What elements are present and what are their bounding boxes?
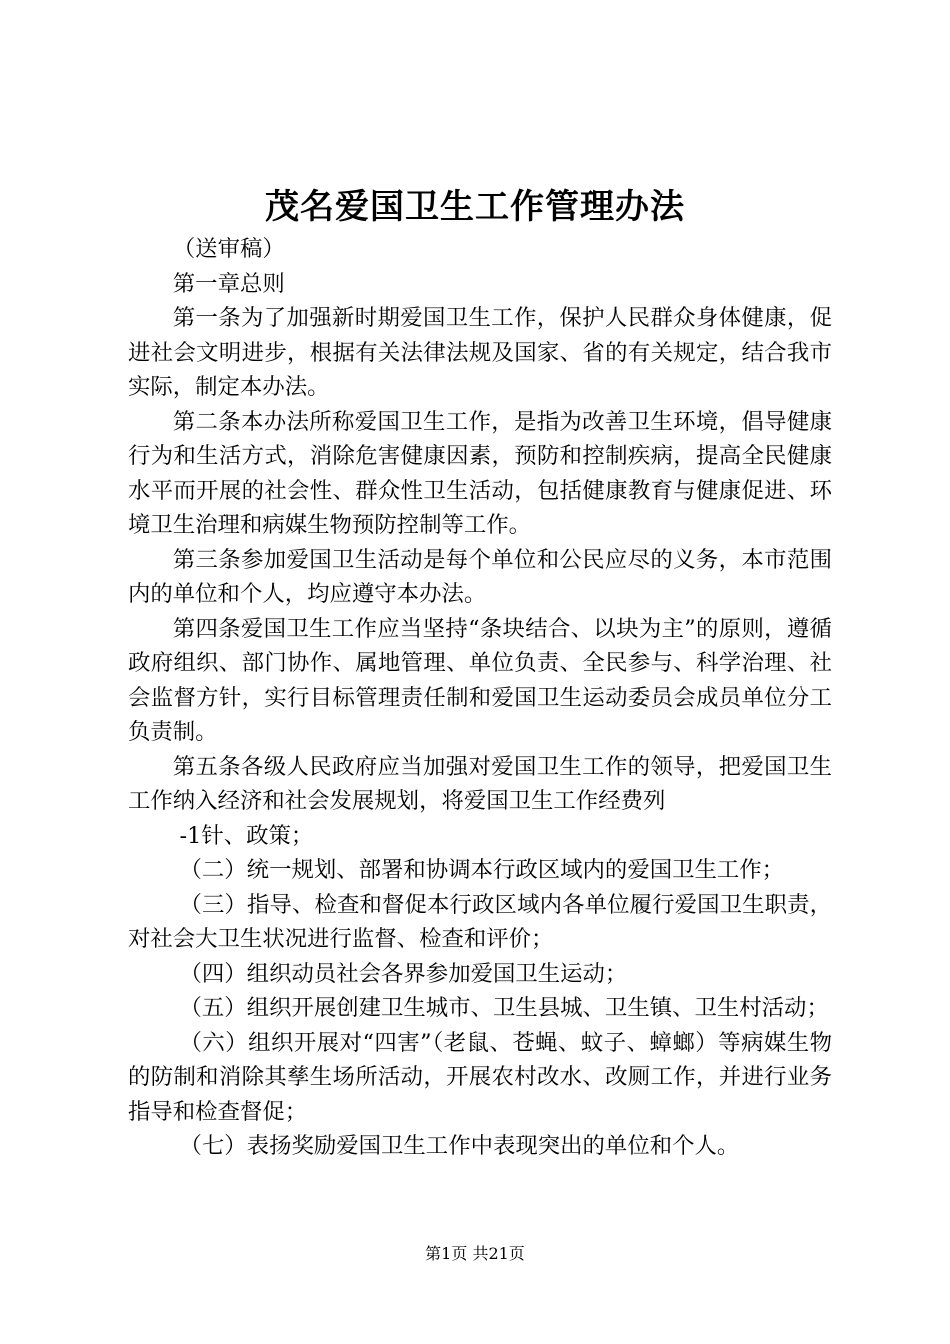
list-item-4: （四）组织动员社会各界参加爱国卫生运动； — [179, 960, 628, 987]
document-title: 茂名爱国卫生工作管理办法 — [265, 187, 685, 227]
article-4: 第四条爱国卫生工作应当坚持“条块结合、以块为主”的原则，遵循政府组织、部门协作、属地管理、单位负责、全民参与、科学治理、社会监督方针，实行目标管理责任制和爱国卫生运动委员会成员单位分工负责制。 — [128, 615, 832, 745]
chapter-heading: 第一章总则 — [172, 270, 285, 297]
list-item-6: （六）组织开展对“四害”（老鼠、苍蝇、蚊子、蟑螂）等病媒生物的防制和消除其孳生场所活动，开展农村改水、改厕工作，并进行业务指导和检查督促； — [128, 1029, 832, 1125]
list-fragment: -1针、政策； — [179, 822, 314, 849]
draft-note: （送审稿） — [172, 236, 285, 262]
article-1: 第一条为了加强新时期爱国卫生工作，保护人民群众身体健康，促进社会文明进步，根据有关法律法规及国家、省的有关规定，结合我市实际，制定本办法。 — [128, 305, 832, 400]
list-item-2: （二）统一规划、部署和协调本行政区域内的爱国卫生工作； — [179, 857, 785, 883]
article-5: 第五条各级人民政府应当加强对爱国卫生工作的领导，把爱国卫生工作纳入经济和社会发展规划，将爱国卫生工作经费列 — [128, 753, 832, 814]
list-item-5: （五）组织开展创建卫生城市、卫生县城、卫生镇、卫生村活动； — [179, 995, 829, 1021]
list-item-3: （三）指导、检查和督促本行政区域内各单位履行爱国卫生职责，对社会大卫生状况进行监督、检查和评价； — [128, 891, 832, 952]
page-footer: 第1页 共21页 — [425, 1244, 525, 1263]
article-2: 第二条本办法所称爱国卫生工作，是指为改善卫生环境，倡导健康行为和生活方式，消除危害健康因素，预防和控制疾病，提高全民健康水平而开展的社会性、群众性卫生活动，包括健康教育与健康促进、环境卫生治理和病媒生物预防控制等工作。 — [128, 408, 832, 538]
document-body — [128, 232, 832, 1164]
list-item-7: （七）表扬奖励爱国卫生工作中表现突出的单位和个人。 — [179, 1133, 740, 1159]
article-3: 第三条参加爱国卫生活动是每个单位和公民应尽的义务，本市范围内的单位和个人，均应遵守本办法。 — [128, 546, 832, 607]
